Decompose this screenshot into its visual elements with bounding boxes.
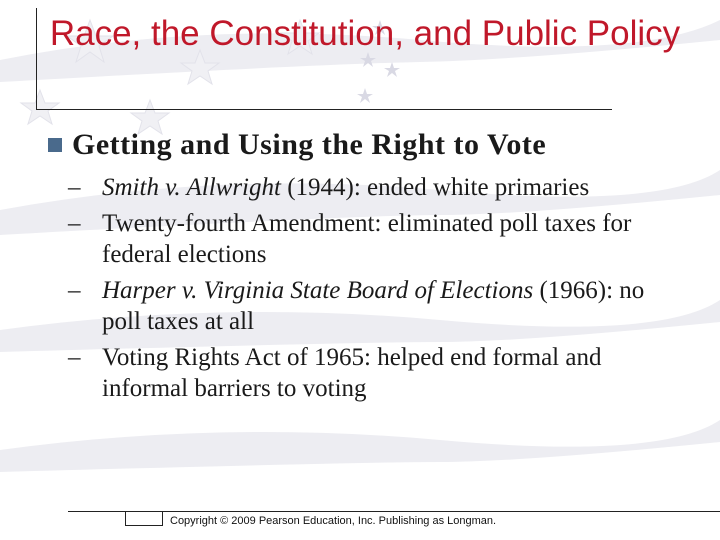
footer-rule (68, 511, 720, 512)
item-text: Twenty-fourth Amendment: eliminated poll taxes for federal elections (102, 210, 632, 268)
footer-box (125, 511, 163, 526)
bullet-heading (48, 128, 546, 162)
slide-title: Race, the Constitution, and Public Policy (49, 14, 681, 53)
dash-bullet: – (68, 210, 81, 237)
list-item (68, 275, 688, 337)
dash-bullet: – (68, 344, 81, 371)
case-name: Harper v. Virginia State Board of Elections (102, 277, 534, 304)
item-text: (1944): ended white primaries (280, 174, 590, 201)
sub-bullet-list (68, 172, 688, 409)
item-text: (1966): no poll taxes at all (102, 277, 645, 335)
heading-text: Getting and Using the Right to Vote (72, 128, 547, 161)
list-item (68, 172, 688, 203)
list-item (68, 342, 688, 404)
dash-bullet: – (68, 277, 81, 304)
copyright-notice: Copyright © 2009 Pearson Education, Inc. Publishing as Longman. (170, 515, 497, 527)
case-name: Smith v. Allwright (102, 174, 281, 201)
dash-bullet: – (68, 174, 81, 201)
list-item (68, 208, 688, 270)
square-bullet-icon (48, 138, 62, 152)
item-text: Voting Rights Act of 1965: helped end formal and informal barriers to voting (102, 344, 602, 402)
